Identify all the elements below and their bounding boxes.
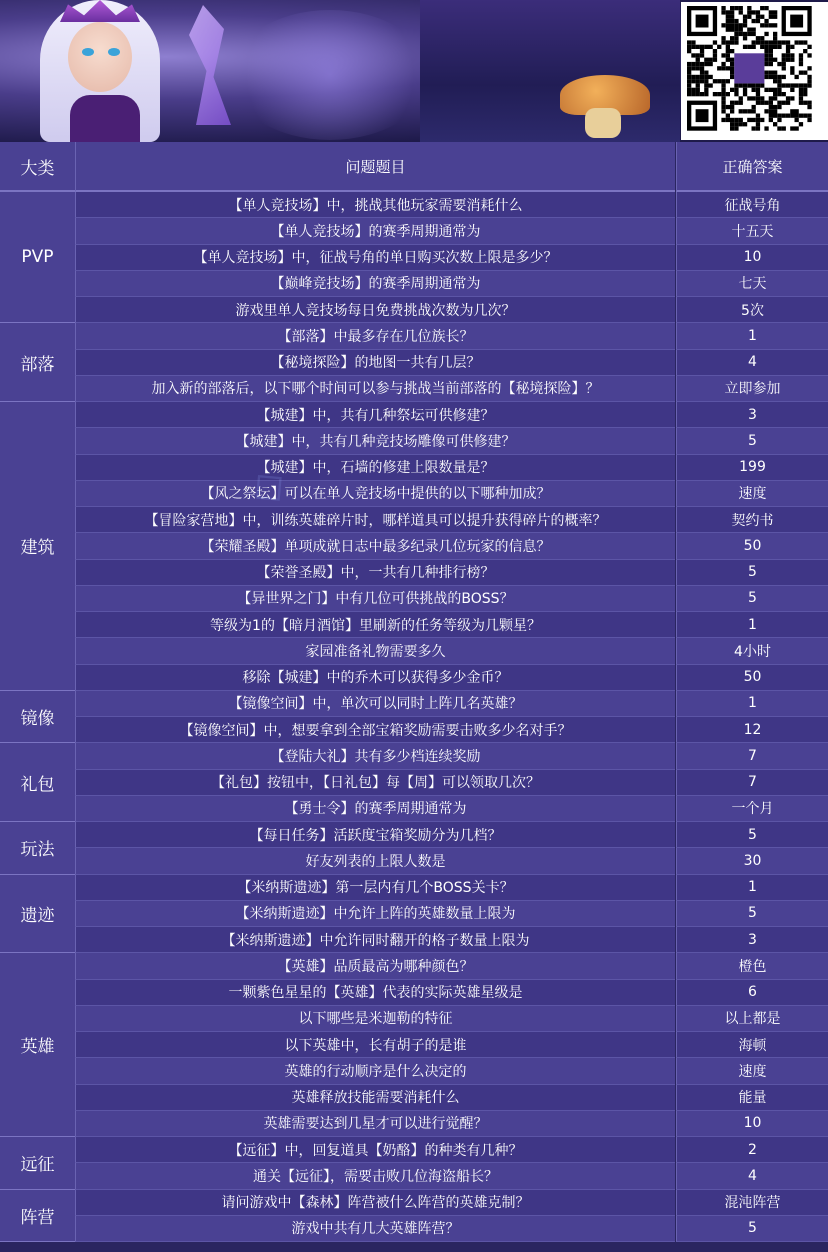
table-row — [0, 848, 828, 874]
answer-cell: 199 — [676, 455, 828, 481]
table-row — [0, 297, 828, 323]
table-row — [0, 507, 828, 533]
answer-cell: 以上都是 — [676, 1006, 828, 1032]
answer-cell: 一个月 — [676, 796, 828, 822]
question-cell: 【英雄】品质最高为哪种颜色？ — [75, 953, 675, 979]
category-cell: 玩法 — [0, 822, 75, 875]
qr-code[interactable] — [681, 2, 828, 140]
question-cell: 【城建】中，石墙的修建上限数量是？ — [75, 455, 675, 481]
table-row — [0, 770, 828, 796]
answer-cell: 30 — [676, 848, 828, 874]
question-cell: 【冒险家营地】中，训练英雄碎片时，哪样道具可以提升获得碎片的概率？ — [75, 507, 675, 533]
qr-code-icon — [681, 2, 828, 140]
header-category: 大类 — [0, 142, 75, 192]
answer-cell: 5 — [676, 586, 828, 612]
question-cell: 【秘境探险】的地图一共有几层？ — [75, 350, 675, 376]
answer-cell: 能量 — [676, 1085, 828, 1111]
table-row — [0, 1085, 828, 1111]
table-row — [0, 323, 828, 349]
character-face — [68, 22, 132, 92]
table-row — [0, 428, 828, 454]
table-row — [0, 638, 828, 664]
table-row — [0, 1137, 828, 1163]
table-row — [0, 717, 828, 743]
table-row — [0, 481, 828, 507]
header-banner — [0, 0, 828, 142]
answer-cell: 1 — [676, 691, 828, 717]
table-row — [0, 691, 828, 717]
table-row — [0, 796, 828, 822]
character-dress — [70, 95, 140, 142]
answer-cell: 3 — [676, 402, 828, 428]
question-cell: 请问游戏中【森林】阵营被什么阵营的英雄克制？ — [75, 1190, 675, 1216]
header-answer: 正确答案 — [676, 142, 828, 192]
answer-cell: 4 — [676, 1163, 828, 1189]
question-cell: 【礼包】按钮中，【日礼包】每【周】可以领取几次？ — [75, 770, 675, 796]
answer-cell: 海顿 — [676, 1032, 828, 1058]
answer-cell: 10 — [676, 245, 828, 271]
answer-cell: 契约书 — [676, 507, 828, 533]
table-row — [0, 533, 828, 559]
table-row — [0, 875, 828, 901]
question-cell: 【异世界之门】中有几位可供挑战的BOSS？ — [75, 586, 675, 612]
table-row — [0, 402, 828, 428]
answer-cell: 5 — [676, 428, 828, 454]
answer-cell: 10 — [676, 1111, 828, 1137]
question-cell: 游戏中共有几大英雄阵营？ — [75, 1216, 675, 1242]
table-row — [0, 665, 828, 691]
answer-cell: 50 — [676, 533, 828, 559]
question-cell: 以下哪些是米迦勒的特征 — [75, 1006, 675, 1032]
question-cell: 通关【远征】，需要击败几位海盗船长？ — [75, 1163, 675, 1189]
question-cell: 英雄需要达到几星才可以进行觉醒？ — [75, 1111, 675, 1137]
question-cell: 【单人竞技场】中，征战号角的单日购买次数上限是多少？ — [75, 245, 675, 271]
answer-cell: 4 — [676, 350, 828, 376]
table-row — [0, 1163, 828, 1189]
question-cell: 一颗紫色星星的【英雄】代表的实际英雄星级是 — [75, 980, 675, 1006]
question-cell: 【部落】中最多存在几位族长？ — [75, 323, 675, 349]
table-row — [0, 1032, 828, 1058]
character-crown — [60, 0, 140, 22]
category-cell: 部落 — [0, 323, 75, 402]
table-row — [0, 1190, 828, 1216]
question-cell: 英雄释放技能需要消耗什么 — [75, 1085, 675, 1111]
question-cell: 移除【城建】中的乔木可以获得多少金币？ — [75, 665, 675, 691]
question-cell: 【荣耀圣殿】单项成就日志中最多纪录几位玩家的信息？ — [75, 533, 675, 559]
question-cell: 好友列表的上限人数是 — [75, 848, 675, 874]
table-row — [0, 350, 828, 376]
question-cell: 【米纳斯遗迹】中允许上阵的英雄数量上限为 — [75, 901, 675, 927]
question-cell: 【每日任务】活跃度宝箱奖励分为几档？ — [75, 822, 675, 848]
answer-cell: 征战号角 — [676, 192, 828, 218]
character-eye — [82, 48, 94, 56]
table-row — [0, 218, 828, 244]
question-cell: 【登陆大礼】共有多少档连续奖励 — [75, 743, 675, 769]
table-row — [0, 822, 828, 848]
question-cell: 【风之祭坛】可以在单人竞技场中提供的以下哪种加成？ — [75, 481, 675, 507]
answer-cell: 2 — [676, 1137, 828, 1163]
answer-cell: 7 — [676, 743, 828, 769]
table-row — [0, 586, 828, 612]
question-cell: 家园准备礼物需要多久 — [75, 638, 675, 664]
answer-cell: 速度 — [676, 481, 828, 507]
question-cell: 【荣誉圣殿】中，一共有几种排行榜？ — [75, 560, 675, 586]
answer-cell: 十五天 — [676, 218, 828, 244]
table-row — [0, 1058, 828, 1084]
answer-cell: 12 — [676, 717, 828, 743]
table-row — [0, 192, 828, 218]
answer-cell: 5 — [676, 560, 828, 586]
table-row — [0, 743, 828, 769]
question-cell: 【远征】中，回复道具【奶酪】的种类有几种？ — [75, 1137, 675, 1163]
category-cell: PVP — [0, 192, 75, 323]
category-cell: 遗迹 — [0, 875, 75, 954]
table-row — [0, 953, 828, 979]
table-row — [0, 980, 828, 1006]
table-row — [0, 455, 828, 481]
question-cell: 【单人竞技场】中，挑战其他玩家需要消耗什么 — [75, 192, 675, 218]
question-cell: 【镜像空间】中，想要拿到全部宝箱奖励需要击败多少名对手？ — [75, 717, 675, 743]
answer-cell: 七天 — [676, 271, 828, 297]
category-cell: 远征 — [0, 1137, 75, 1190]
answer-cell: 7 — [676, 770, 828, 796]
answer-cell: 立即参加 — [676, 376, 828, 402]
table-row — [0, 1216, 828, 1242]
question-cell: 以下英雄中，长有胡子的是谁 — [75, 1032, 675, 1058]
answer-cell: 1 — [676, 323, 828, 349]
forest-background — [420, 0, 680, 142]
question-cell: 【米纳斯遗迹】中允许同时翻开的格子数量上限为 — [75, 927, 675, 953]
table-row — [0, 901, 828, 927]
answer-cell: 橙色 — [676, 953, 828, 979]
table-row — [0, 245, 828, 271]
category-cell: 镜像 — [0, 691, 75, 744]
answer-cell: 混沌阵营 — [676, 1190, 828, 1216]
table-row — [0, 560, 828, 586]
table-row — [0, 1111, 828, 1137]
category-cell: 阵营 — [0, 1190, 75, 1243]
header-question: 问题题目 — [75, 142, 675, 192]
question-cell: 加入新的部落后，以下哪个时间可以参与挑战当前部落的【秘境探险】？ — [75, 376, 675, 402]
question-cell: 【城建】中，共有几种祭坛可供修建？ — [75, 402, 675, 428]
table-row — [0, 1006, 828, 1032]
table-row — [0, 927, 828, 953]
answer-cell: 1 — [676, 612, 828, 638]
answer-cell: 5 — [676, 822, 828, 848]
answer-cell: 5次 — [676, 297, 828, 323]
question-cell: 英雄的行动顺序是什么决定的 — [75, 1058, 675, 1084]
answer-cell: 5 — [676, 901, 828, 927]
table-row — [0, 612, 828, 638]
answer-cell: 3 — [676, 927, 828, 953]
question-cell: 【米纳斯遗迹】第一层内有几个BOSS关卡？ — [75, 875, 675, 901]
answer-cell: 1 — [676, 875, 828, 901]
answer-cell: 4小时 — [676, 638, 828, 664]
answer-cell: 速度 — [676, 1058, 828, 1084]
table-row — [0, 271, 828, 297]
category-cell: 英雄 — [0, 953, 75, 1137]
answer-cell: 5 — [676, 1216, 828, 1242]
question-cell: 游戏里单人竞技场每日免费挑战次数为几次？ — [75, 297, 675, 323]
answer-cell: 50 — [676, 665, 828, 691]
question-cell: 【勇士令】的赛季周期通常为 — [75, 796, 675, 822]
category-cell: 建筑 — [0, 402, 75, 691]
mushroom-stem — [585, 108, 621, 138]
question-cell: 【镜像空间】中，单次可以同时上阵几名英雄？ — [75, 691, 675, 717]
answer-cell: 6 — [676, 980, 828, 1006]
question-cell: 【单人竞技场】的赛季周期通常为 — [75, 218, 675, 244]
question-cell: 【城建】中，共有几种竞技场雕像可供修建？ — [75, 428, 675, 454]
table-row — [0, 376, 828, 402]
table-header — [0, 142, 828, 192]
qa-table — [0, 142, 828, 1252]
question-cell: 【巅峰竞技场】的赛季周期通常为 — [75, 271, 675, 297]
category-cell: 礼包 — [0, 743, 75, 822]
character-eye — [108, 48, 120, 56]
question-cell: 等级为1的【暗月酒馆】里刷新的任务等级为几颗星？ — [75, 612, 675, 638]
